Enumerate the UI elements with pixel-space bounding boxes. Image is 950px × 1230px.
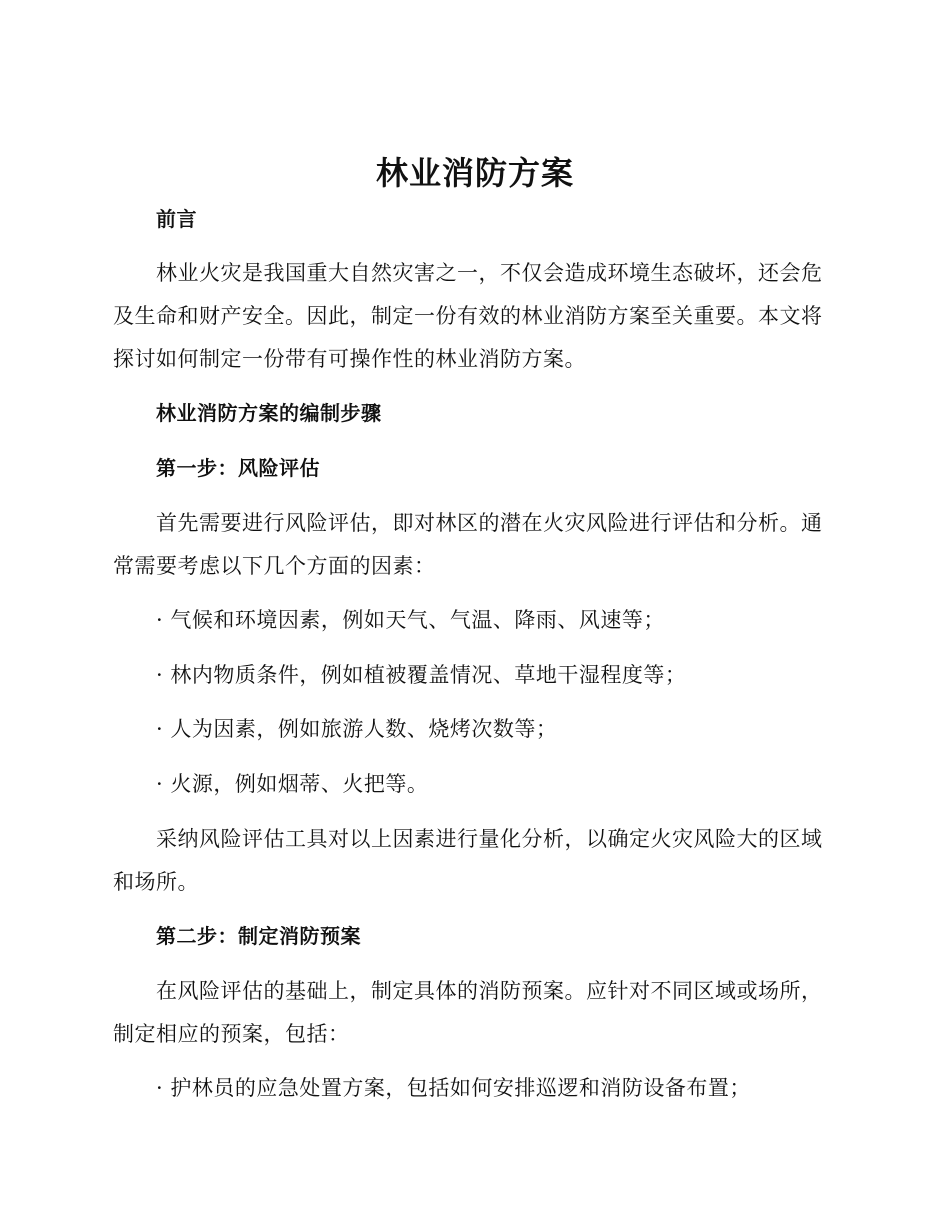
step1-conclusion-line-1: 采纳风险评估工具对以上因素进行量化分析，以确定火灾风险大的区域 [156,827,823,851]
step1-heading: 第一步：风险评估 [156,456,320,480]
step2-bullet-1: · 护林员的应急处置方案，包括如何安排巡逻和消防设备布置； [156,1076,751,1100]
step1-intro-line-1: 首先需要进行风险评估，即对林区的潜在火灾风险进行评估和分析。通 [156,511,823,535]
preface-line-1: 林业火灾是我国重大自然灾害之一，不仅会造成环境生态破坏，还会危 [156,261,823,285]
document-title: 林业消防方案 [375,154,574,192]
step2-heading: 第二步：制定消防预案 [156,924,361,948]
step1-bullet-2: · 林内物质条件，例如植被覆盖情况、草地干湿程度等； [156,663,687,687]
step1-bullet-1: · 气候和环境因素，例如天气、气温、降雨、风速等； [156,608,665,632]
step1-bullet-3: · 人为因素，例如旅游人数、烧烤次数等； [156,717,558,741]
step1-intro-line-2: 常需要考虑以下几个方面的因素： [113,554,436,578]
step1-conclusion-line-2: 和场所。 [113,870,199,894]
step1-bullet-4: · 火源，例如烟蒂、火把等。 [156,772,429,796]
preface-line-3: 探讨如何制定一份带有可操作性的林业消防方案。 [113,347,586,371]
step2-intro-line-2: 制定相应的预案，包括： [113,1022,350,1046]
steps-heading: 林业消防方案的编制步骤 [156,401,382,425]
preface-line-2: 及生命和财产安全。因此，制定一份有效的林业消防方案至关重要。本文将 [113,304,823,328]
step2-intro-line-1: 在风险评估的基础上，制定具体的消防预案。应针对不同区域或场所， [156,979,823,1003]
preface-heading: 前言 [156,207,197,231]
